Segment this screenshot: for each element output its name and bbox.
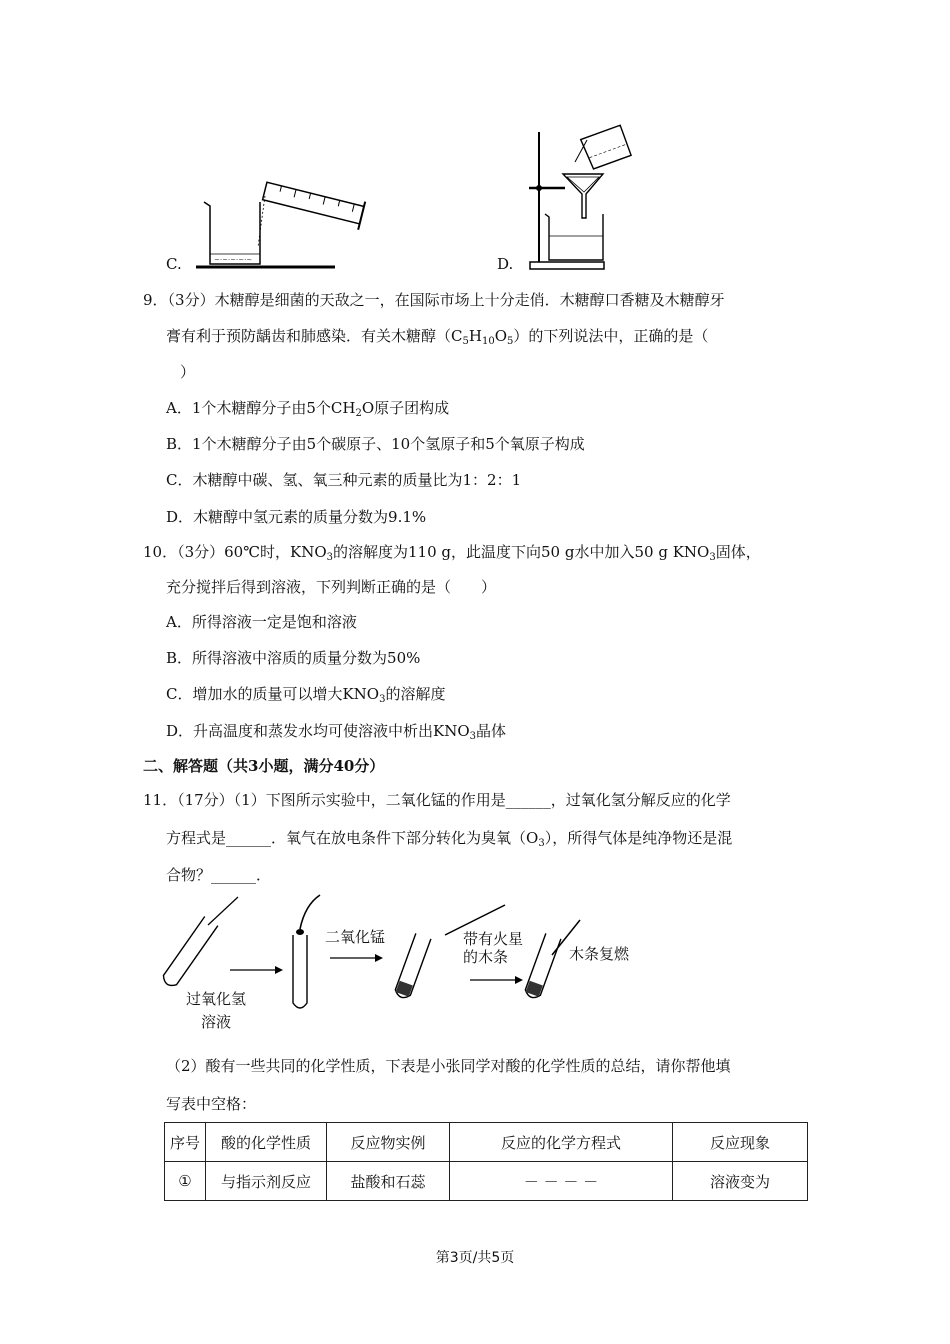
q10-line1: 10．（3分）60℃时，$KNO_3$的溶解度为110 g，此温度下向50 g水中加入50 g $KNO_3$固体，: [143, 543, 761, 563]
label-mno2: 二氧化锰: [325, 928, 386, 946]
table-cell: ①: [165, 1162, 206, 1201]
label-splint-2: 的木条: [463, 948, 509, 966]
table-cell: 与指示剂反应: [206, 1162, 327, 1201]
table-cell: 溶液变为: [673, 1162, 808, 1201]
table-header-cell: 反应现象: [673, 1123, 808, 1162]
label-relight: 木条复燃: [569, 945, 630, 963]
q9-line2: 膏有利于预防龋齿和肺感染．有关木糖醇$(C_5H_{10}O_5)$的下列说法中，正确的是（: [166, 327, 709, 347]
q11-part2-line2: 写表中空格：: [166, 1095, 257, 1113]
table-header-cell: 反应物实例: [327, 1123, 450, 1162]
figure-c-beaker-cylinder: [190, 172, 380, 272]
label-h2o2-2: 溶液: [201, 1013, 232, 1031]
q11-line3: 合物？______．: [166, 866, 272, 884]
q10-option-b: B．所得溶液中溶质的质量分数为50%: [166, 649, 421, 667]
q9-option-c: C．木糖醇中碳、氢、氧三种元素的质量比为1：2：1: [166, 471, 522, 489]
table-cell: － － － －: [450, 1162, 673, 1201]
table-header-row: [165, 1123, 808, 1162]
q10-line2: 充分搅拌后得到溶液，下列判断正确的是（ ）: [166, 578, 497, 596]
option-d-label: D.: [497, 255, 514, 273]
q10-option-c: C．增加水的质量可以增大$KNO_3$的溶解度: [166, 685, 446, 705]
q9-option-a: A．1个木糖醇分子由5个$CH_2O$原子团构成: [166, 399, 450, 419]
q9-option-b: B．1个木糖醇分子由5个碳原子、10个氢原子和5个氧原子构成: [166, 435, 585, 453]
label-h2o2-1: 过氧化氢: [186, 990, 247, 1008]
q9-option-d: D．木糖醇中氢元素的质量分数为9.1%: [166, 508, 427, 526]
q11-line2: 方程式是______．氧气在放电条件下部分转化为臭氧$(O_3)$，所得气体是纯净物还是混: [166, 829, 733, 849]
q11-experiment-figure: [160, 895, 660, 1035]
q11-line1: 11．（17分）（1）下图所示实验中，二氧化锰的作用是______，过氧化氢分解反应的化学: [143, 791, 731, 809]
option-c-label: C.: [166, 255, 182, 273]
table-header-cell: 反应的化学方程式: [450, 1123, 673, 1162]
q9-line1: 9．（3分）木糖醇是细菌的天敌之一，在国际市场上十分走俏．木糖醇口香糖及木糖醇牙: [143, 291, 725, 309]
section-heading: 二、解答题（共3小题，满分40分）: [143, 757, 385, 775]
q10-option-d: D．升高温度和蒸发水均可使溶液中析出$KNO_3$晶体: [166, 722, 507, 742]
table-row: [165, 1162, 808, 1201]
figure-d-filtration: [515, 122, 635, 272]
table-header-cell: 酸的化学性质: [206, 1123, 327, 1162]
acid-properties-table: [164, 1122, 808, 1201]
table-cell: 盐酸和石蕊: [327, 1162, 450, 1201]
q11-part2-line1: （2）酸有一些共同的化学性质，下表是小张同学对酸的化学性质的总结，请你帮他填: [166, 1057, 731, 1075]
q9-line3: ）: [180, 363, 196, 381]
page-footer: 第3页/共5页: [435, 1250, 515, 1266]
q10-option-a: A．所得溶液一定是饱和溶液: [166, 613, 357, 631]
svg-text:~·~·~·~·~: ~·~·~·~·~: [214, 256, 253, 264]
table-header-cell: 序号: [165, 1123, 206, 1162]
label-splint-1: 带有火星: [463, 930, 524, 948]
